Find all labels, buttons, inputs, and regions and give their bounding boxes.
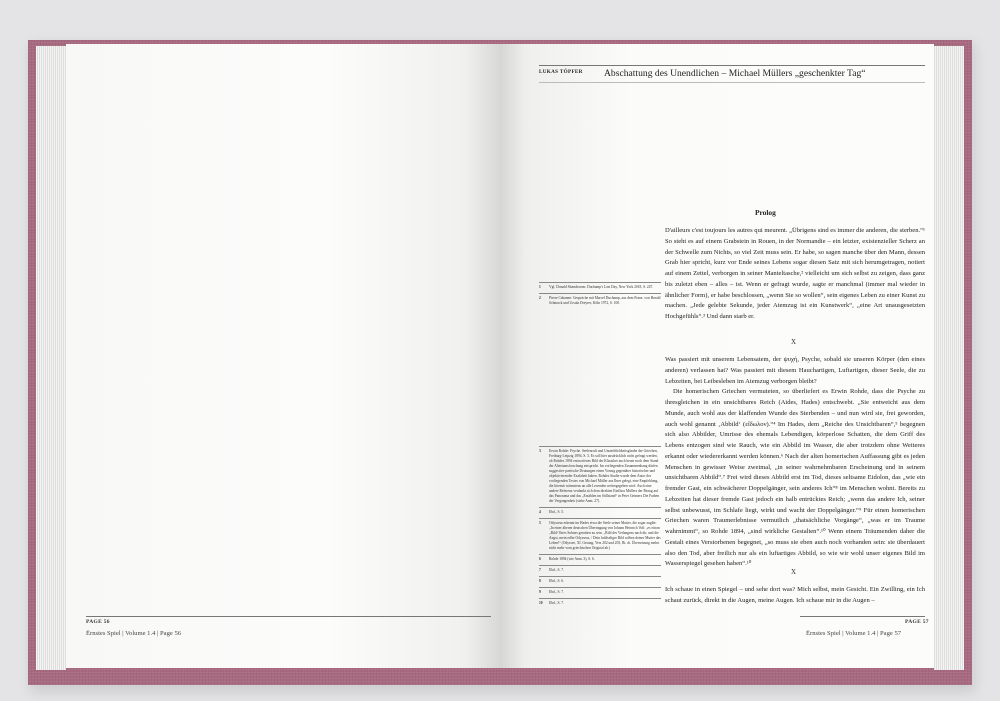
footnote bbox=[539, 507, 661, 518]
footer-rule bbox=[86, 616, 491, 617]
footnote bbox=[539, 518, 661, 554]
footnote-number: 5 bbox=[539, 521, 541, 525]
footnote-number: 7 bbox=[539, 568, 541, 572]
footer-rule bbox=[800, 616, 925, 617]
footnote bbox=[539, 576, 661, 587]
section-separator: X bbox=[791, 338, 797, 346]
running-footer: Ërnstes Spiel | Volume 1.4 | Page 56 bbox=[86, 630, 182, 637]
footnote-text: Ebd., S. 6. bbox=[549, 579, 564, 583]
footnote-number: 6 bbox=[539, 557, 541, 561]
paragraph: D'ailleurs c'est toujours les autres qui meurent. „Übrigens sind es immer die anderen, die sterben.“¹ So steht es auf einem Grabstein in Rouen, in der Normandie – ein letzter, existenzieller Scherz an der Schwelle zum Nichts, so viel Zeit muss sein. Er habe, so sagen manche über den Mann, dessen Grab hier spricht, kurz vor Ende seines Lebens sogar diesen Satz mit sich herumgetragen, notiert auf einem Zettel, verborgen in seiner Manteltasche,² vielleicht um sich selbst zu zeigen, dass ganz bis zuletzt eben – alles – ist. Wenn er gefragt wurde, sagte er manchmal (immer mal wieder in ähnlicher Form), er habe beschlossen, „wenn Sie so wollen“, sein eigenes Leben zu einer Kunst zu machen. „Jede gelebte Sekunde, jeder Atemzug ist ein Kunstwerk“, „eine Art unausgesetzten Hochgefühls“.³ Und dann starb er. bbox=[665, 227, 925, 320]
footnote-text: Vgl. Donald Shambroom: Duchamp's Last Day, New York 2018, S. 247. bbox=[549, 285, 654, 289]
footnote-number: 1 bbox=[539, 285, 541, 289]
footnote-number: 9 bbox=[539, 590, 541, 594]
author-name: LUKAS TÖPFER bbox=[539, 69, 583, 75]
footnote bbox=[539, 554, 661, 565]
footnote-number: 8 bbox=[539, 579, 541, 583]
section-separator: X bbox=[791, 568, 797, 576]
footnote bbox=[539, 587, 661, 598]
footnote-text: Erwin Rohde: Psyche. Seelencult und Unsterblichkeitsglaube der Griechen, Freiburg-Leipzig 1894, S. 3. Es soll hier ausdrücklich nicht gefragt werden, ob Rohdes 1894 entworfenes Bild der Klassiker auch heute noch dem Stand der Altertumsforschung entspricht. Im vorliegenden Zusammenhang dürfen suggestive poetische Deutungen einen Vorzug gegenüber historischer und objektivierender Exaktheit haben. Rohdes Studie wurde dem Autor des vorliegenden Textes von Michael Müller aus Ihrer gelegt, eine Empfehlung, die hiermit wärmstens an alle Lesenden weitergegeben wird. Auch eine andere Referenz verdankt sich dem direkten Einfluss Müllers der Bezug auf das Panorama und das „Erzählen im Stillstand“ in Peter Geimers Die Farben der Vergangenheit (siehe Anm. 27). bbox=[549, 449, 660, 503]
right-page bbox=[500, 44, 934, 668]
page-number-label: PAGE 56 bbox=[86, 619, 110, 625]
footnote bbox=[539, 282, 661, 293]
paragraph: Die homerischen Griechen vermuteten, so überliefert es Erwin Rohde, dass die Psyche zu ihresgleichen in ein unsichtbares Reich (Aides, Hades) entschwebt. „Sie entweicht aus dem Munde, auch wohl aus der klaffenden Wunde des Sterbenden – und nun wird sie, frei geworden, auch wohl genannt ‚Abbild‘ (εἴδωλον).“⁴ Im Hades, dem „Reiche des Unsichtbaren“,⁵ begegnen sich also Abbilder, Umrisse des ehemals Lebendigen, körperlose Schatten, die dem Griff des Lebens entzogen sind wie Rauch, wie ein Abbild im Wasser, die aber trotzdem ohne Weiteres erkannt oder wiedererkannt werden können.⁶ Nach der alten homerischen Auffassung gibt es jeden Menschen in gewisser Weise zweimal, „in seiner wahrnehmbaren Erscheinung und in seinem unsichtbaren Abbild“.⁷ Frei wird dieses Abbild erst im Tod, dieses seltsame Eidolon, das „wie ein fremder Gast, ein schwächerer Doppelgänger, sein anderes Ich“⁸ im Menschen wohnt. Bereits zu Lebzeiten hat dieser fremde Gast jedoch ein halb entrücktes Reich; „wenn das andere Ich, seiner selbst unbewusst, im Schlafe liegt, wirkt und wacht der Doppelgänger.“⁹ Für einen homerischen Griechen waren Traumerlebnisse vermutlich „thatsächliche Vorgänge“, „was er im Traume wahrnimmt“, so Rohde 1894, „sind wirkliche Gestalten“.¹⁰ Wenn einem Träumenden daher die Gestalt eines Verstorbenen begegnet, „so muss sie eben auch noch vorhanden sein: sie überdauert also den Tod, aber freilich nur als ein luftartiges Abbild, so wie wir wohl unser eigenes Bild im Wasserspiegel gesehen haben“.¹⁰ bbox=[665, 388, 925, 568]
body-section-3 bbox=[665, 585, 925, 607]
footnote-number: 2 bbox=[539, 296, 541, 300]
footnote-number: 4 bbox=[539, 510, 541, 514]
page-block-left bbox=[36, 46, 66, 670]
page-block-right bbox=[934, 46, 964, 670]
footnote-text: Ebd., S. 7. bbox=[549, 590, 564, 594]
footnote bbox=[539, 565, 661, 576]
body-section-1 bbox=[665, 226, 925, 323]
paragraph: Ich schaue in einen Spiegel – und sehe dort was? Mich selbst, mein Gesicht. Ein Zwilling, ein Ich schaut zurück, direkt in die Augen, meine Augen. Ich schaue mir in die Augen – bbox=[665, 586, 925, 604]
footnote-number: 10 bbox=[539, 601, 543, 605]
footnote bbox=[539, 293, 661, 309]
footnote-text: Pierre Cabanne: Gespräche mit Marcel Duchamp, aus dem Franz. von Harald Schmuck und Ursula Dreyrer, Köln 1972, S. 100. bbox=[549, 296, 661, 305]
chapter-title: Abschattung des Unendlichen – Michael Müllers „geschenkter Tag“ bbox=[604, 68, 866, 79]
footnote bbox=[539, 598, 661, 609]
footnote-text: Rohde 1894 (wie Anm. 3), S. 6. bbox=[549, 557, 595, 561]
footnote-text: Ebd., S. 7. bbox=[549, 568, 564, 572]
paragraph: Was passiert mit unserem Lebensatem, der ψυχή, Psyche, sobald sie unseren Körper (den eines anderen) verlassen hat? Was passiert mit diesem Hauchartigen, Luftartigen, dieser Seele, die zu Lebzeiten, bei Leibesleben im Atemzug verborgen bleibt? bbox=[665, 356, 925, 385]
footnote-text: Ebd., S. 7. bbox=[549, 601, 564, 605]
page-number-label: PAGE 57 bbox=[905, 619, 929, 625]
header-rule-lower bbox=[539, 82, 925, 83]
header-rule bbox=[539, 65, 925, 66]
footnotes-top bbox=[539, 282, 661, 309]
footnote bbox=[539, 446, 661, 507]
section-heading: Prolog bbox=[755, 208, 776, 217]
footnotes-bottom bbox=[539, 446, 661, 609]
left-page bbox=[66, 44, 500, 668]
running-footer: Ërnstes Spiel | Volume 1.4 | Page 57 bbox=[806, 630, 902, 637]
footnote-text: Odysseus erkennt im Hades etwa die Seele seiner Mutter, die sogar zugibt: „In einer älteren deutschen Übertragung von Johann Heinrich Voß: „es eitran „Bild“ Ihres Sohnes genoben zu sein. „Bild des Verlangens nach dir, und die Angst, mein edler Odysseus, / Dein holdseliger Bild rafften deiner Mutter das Leben!“ (Odyssee, XI. Gesang, Vers 202 und 203, Bt. dt. Übersetzung mehrt nicht mehr vom griechischen Original ab.) bbox=[549, 521, 661, 550]
body-section-2 bbox=[665, 355, 925, 570]
footnote-text: Ebd., S. 5. bbox=[549, 510, 564, 514]
footnote-number: 3 bbox=[539, 449, 541, 453]
